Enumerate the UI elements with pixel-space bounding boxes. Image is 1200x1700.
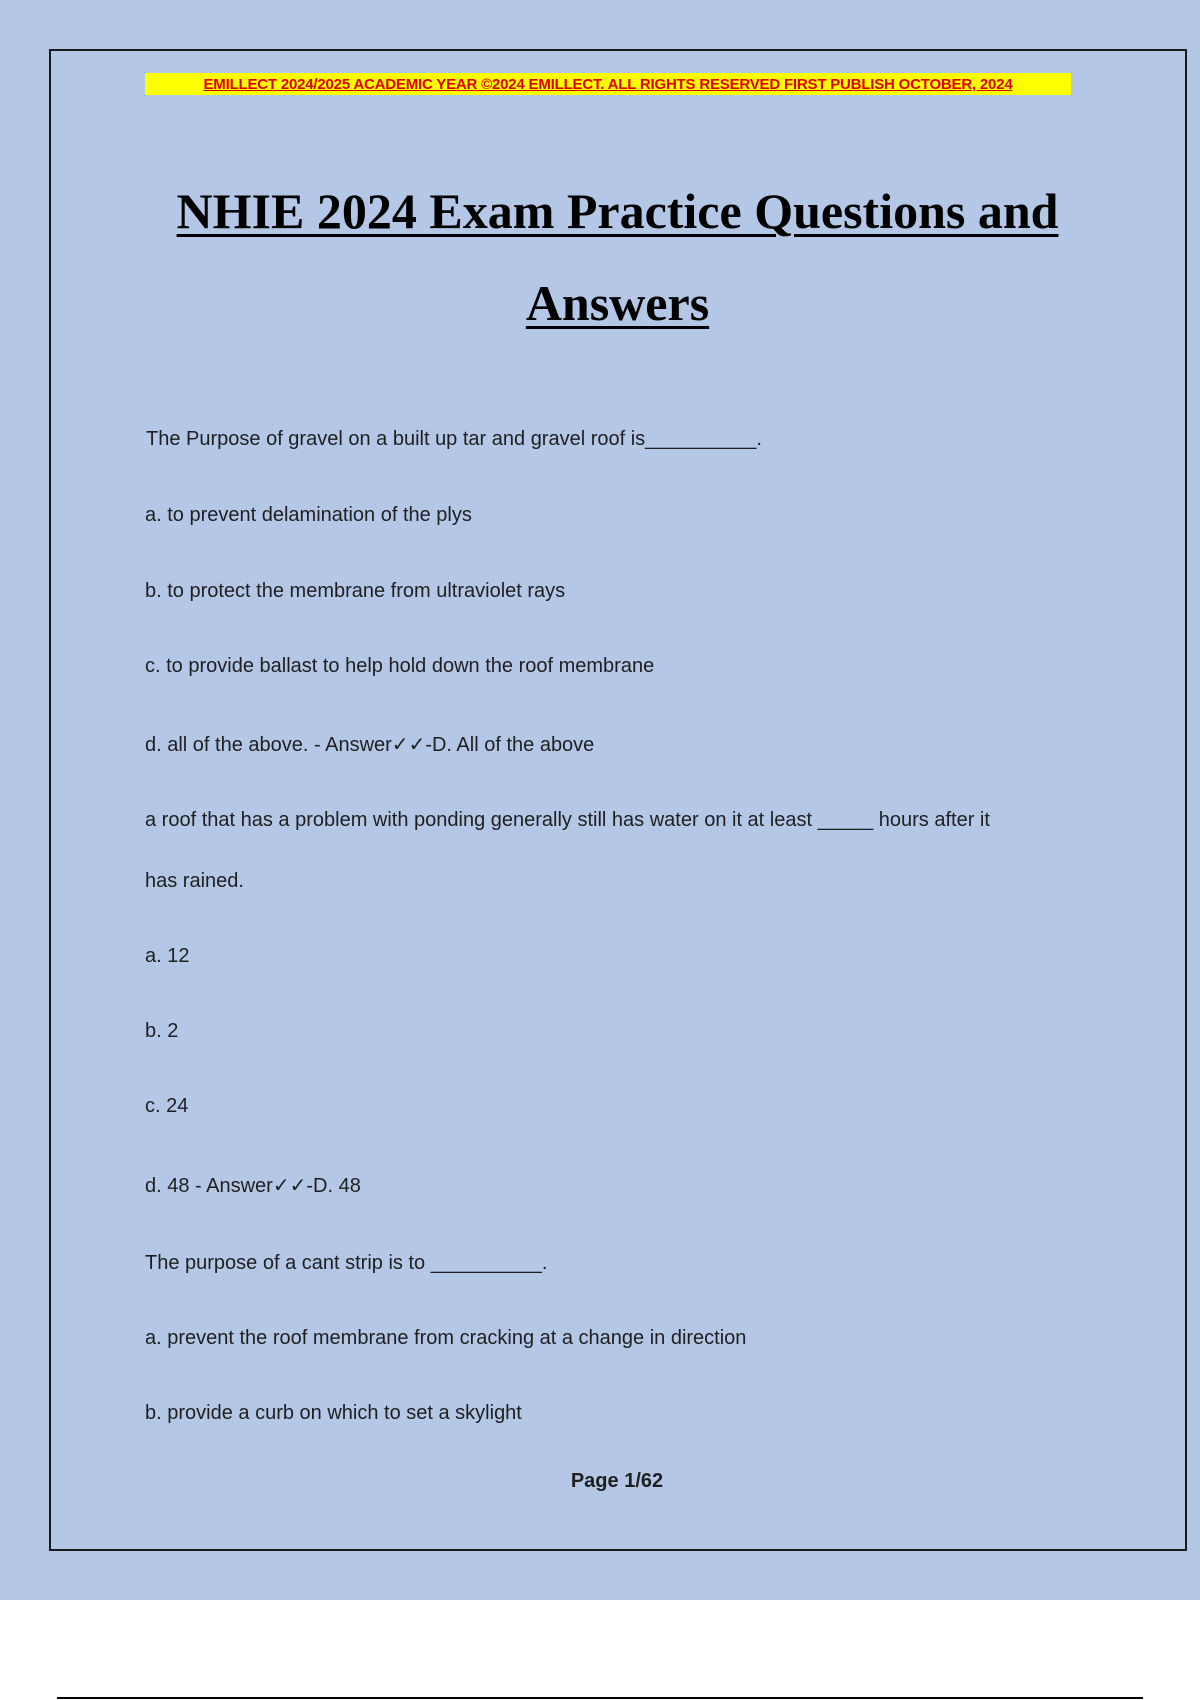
question-1-option-d-answer: d. all of the above. - Answer✓✓-D. All of the above [145,734,595,756]
question-2-line-1: a roof that has a problem with ponding generally still has water on it at least _____ hours after it [145,809,990,831]
document-title [100,165,1135,349]
title-line-1: NHIE 2024 Exam Practice Questions and [176,183,1059,239]
title-line-2: Answers [525,275,710,331]
question-2-line-2: has rained. [145,870,244,892]
question-2-option-a: a. 12 [145,945,190,967]
question-1-option-a: a. to prevent delamination of the plys [145,504,472,526]
question-2-option-b: b. 2 [145,1020,179,1042]
question-3: The purpose of a cant strip is to __________. [145,1252,548,1274]
question-1-option-c: c. to provide ballast to help hold down the roof membrane [145,655,655,677]
question-1-option-b: b. to protect the membrane from ultraviolet rays [145,580,566,602]
page-number: Page 1/62 [570,1470,664,1492]
footer-rule [57,1697,1143,1699]
question-1: The Purpose of gravel on a built up tar and gravel roof is__________. [146,428,762,450]
question-2-option-c: c. 24 [145,1095,189,1117]
copyright-banner: EMILLECT 2024/2025 ACADEMIC YEAR ©2024 EMILLECT. ALL RIGHTS RESERVED FIRST PUBLISH OCTOBER, 2024 [145,73,1071,95]
question-3-option-b: b. provide a curb on which to set a skylight [145,1402,522,1424]
question-3-option-a: a. prevent the roof membrane from cracking at a change in direction [145,1327,747,1349]
question-2-option-d-answer: d. 48 - Answer✓✓-D. 48 [145,1175,361,1197]
